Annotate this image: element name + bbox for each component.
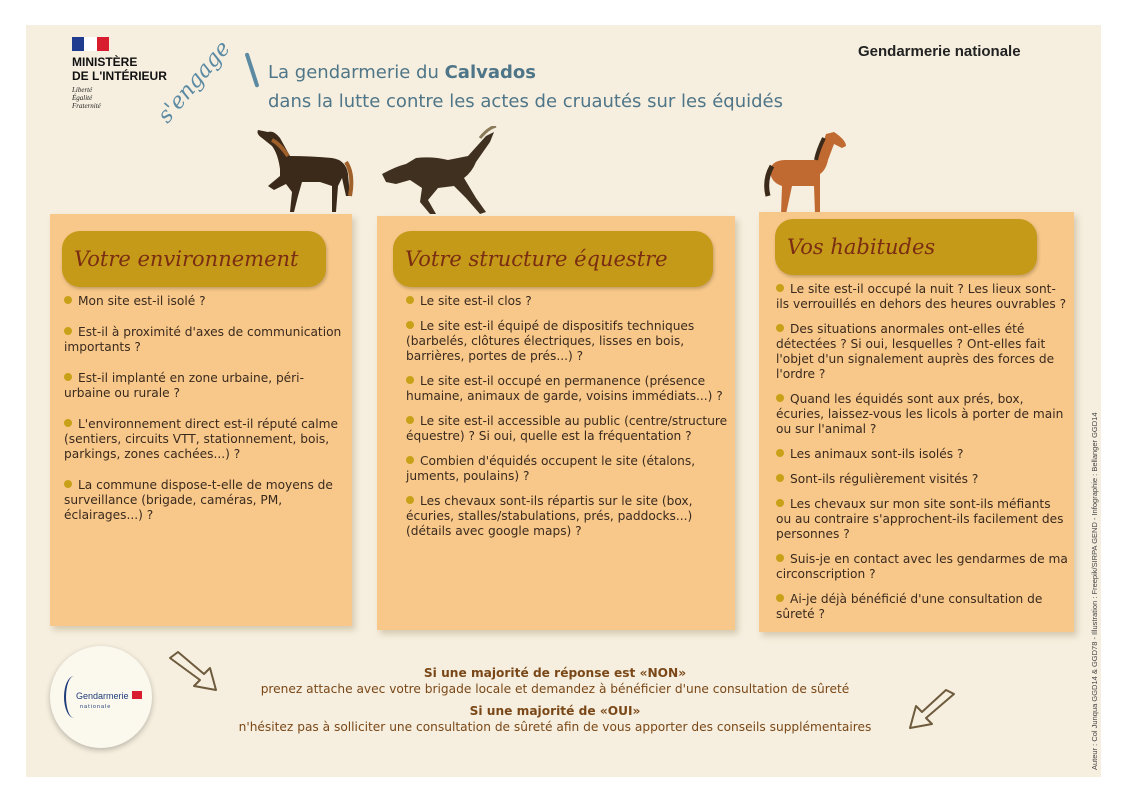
question-list-structure — [406, 294, 730, 549]
bullet-icon — [64, 296, 72, 304]
list-item — [776, 447, 1068, 462]
list-item — [64, 417, 346, 462]
bullet-icon — [406, 496, 414, 504]
bullet-icon — [776, 449, 784, 457]
badge-flag-icon — [132, 691, 142, 699]
ministry-logo — [72, 37, 167, 110]
list-item — [64, 294, 346, 309]
badge-name: Gendarmerie — [76, 691, 129, 701]
list-item — [64, 371, 346, 401]
question-list-habitudes — [776, 282, 1068, 632]
panel-title-banner — [775, 219, 1037, 275]
page-title — [268, 62, 536, 83]
list-item — [776, 282, 1068, 312]
page-subtitle: dans la lutte contre les actes de cruautés sur les équidés — [268, 91, 784, 112]
bullet-icon — [64, 419, 72, 427]
list-item — [406, 374, 730, 404]
panel-title: Votre environnement — [74, 247, 299, 271]
question-text: Suis-je en contact avec les gendarmes de ma circonscription ? — [776, 552, 1068, 581]
list-item — [776, 322, 1068, 382]
list-item — [64, 325, 346, 355]
bullet-icon — [776, 499, 784, 507]
question-text: Sont-ils régulièrement visités ? — [790, 472, 979, 486]
french-flag-icon — [72, 37, 109, 51]
question-text: Des situations anormales ont-elles été détectées ? Si oui, lesquelles ? Ont-elles fait l'objet d'un signalement auprès des forces de l'ordre ? — [776, 322, 1055, 381]
list-item — [406, 319, 730, 364]
bullet-icon — [776, 394, 784, 402]
bullet-icon — [776, 554, 784, 562]
panel-title: Votre structure équestre — [405, 247, 668, 271]
question-text: Ai-je déjà bénéficié d'une consultation de sûreté ? — [776, 592, 1043, 621]
question-text: Les chevaux sont-ils répartis sur le site (box, écuries, stalles/stabulations, prés, paddocks...) (détails avec google maps) ? — [406, 494, 693, 538]
question-text: Est-il implanté en zone urbaine, péri-urbaine ou rurale ? — [64, 371, 304, 400]
devise-egalite: Égalité — [72, 94, 93, 102]
credit-line: Auteur : Col Junqua GGD14 & GGD78 - Illustration : Freepik/SIRPA GEND - Infographie : Bellanger GGD14 — [1090, 412, 1099, 770]
bullet-icon — [776, 324, 784, 332]
list-item — [406, 294, 730, 309]
horse-rearing-icon — [250, 124, 355, 216]
bullet-icon — [406, 416, 414, 424]
devise-liberte: Liberté — [72, 86, 93, 94]
title-prefix: La gendarmerie du — [268, 62, 445, 83]
question-text: L'environnement direct est-il réputé calme (sentiers, circuits VTT, stationnement, bois, parkings, zones cachées...) ? — [64, 417, 339, 461]
list-item — [406, 494, 730, 539]
question-text: Le site est-il occupé en permanence (présence humaine, animaux de garde, voisins immédiats...) ? — [406, 374, 723, 403]
question-text: Les chevaux sur mon site sont-ils méfiants ou au contraire s'approchent-ils facilement des personnes ? — [776, 497, 1064, 541]
panel-title: Vos habitudes — [787, 235, 936, 259]
bullet-icon — [776, 594, 784, 602]
bullet-icon — [64, 327, 72, 335]
question-text: La commune dispose-t-elle de moyens de surveillance (brigade, caméras, PM, éclairages...) ? — [64, 478, 333, 522]
question-text: Le site est-il occupé la nuit ? Les lieux sont-ils verrouillés en dehors des heures ouvrables ? — [776, 282, 1067, 311]
bullet-icon — [64, 373, 72, 381]
bullet-icon — [406, 321, 414, 329]
question-text: Mon site est-il isolé ? — [78, 294, 206, 308]
question-text: Quand les équidés sont aux prés, box, écuries, laissez-vous les licols à porter de main ou sur l'animal ? — [776, 392, 1064, 436]
question-text: Les animaux sont-ils isolés ? — [790, 447, 964, 461]
bullet-icon — [64, 480, 72, 488]
bullet-icon — [406, 456, 414, 464]
question-list-environnement — [64, 294, 346, 539]
non-text: prenez attache avec votre brigade locale et demandez à bénéficier d'une consultation de sûreté — [260, 682, 850, 696]
list-item — [406, 454, 730, 484]
horse-standing-icon — [762, 130, 850, 216]
question-text: Est-il à proximité d'axes de communication importants ? — [64, 325, 342, 354]
list-item — [776, 392, 1068, 437]
oui-title: Si une majorité de «OUI» — [469, 704, 641, 718]
non-title: Si une majorité de réponse est «NON» — [423, 666, 687, 680]
bullet-icon — [776, 284, 784, 292]
gendarmerie-badge — [50, 646, 152, 748]
oui-text: n'hésitez pas à solliciter une consultation de sûreté afin de vous apporter des conseils supplémentaires — [238, 720, 872, 734]
question-text: Le site est-il clos ? — [420, 294, 532, 308]
panel-title-banner — [393, 231, 713, 287]
ministry-line2: DE L'INTÉRIEUR — [72, 69, 167, 83]
panel-title-banner — [62, 231, 326, 287]
list-item — [776, 497, 1068, 542]
bullet-icon — [776, 474, 784, 482]
question-text: Le site est-il accessible au public (centre/structure équestre) ? Si oui, quelle est la fréquentation ? — [406, 414, 728, 443]
devise — [72, 86, 167, 110]
question-text: Le site est-il équipé de dispositifs techniques (barbelés, clôtures électriques, lisses en bois, barrières, portes de prés...) ? — [406, 319, 695, 363]
list-item — [776, 552, 1068, 582]
title-bold: Calvados — [444, 62, 536, 83]
question-text: Combien d'équidés occupent le site (étalons, juments, poulains) ? — [406, 454, 696, 483]
organization-name: Gendarmerie nationale — [858, 43, 1021, 60]
ministry-line1: MINISTÈRE — [72, 55, 138, 69]
bullet-icon — [406, 376, 414, 384]
engage-script: s'engage — [153, 36, 236, 129]
horse-kicking-icon — [376, 126, 504, 216]
list-item — [406, 414, 730, 444]
bullet-icon — [406, 296, 414, 304]
list-item — [776, 472, 1068, 487]
badge-sub: nationale — [80, 704, 112, 710]
list-item — [64, 478, 346, 523]
devise-fraternite: Fraternité — [72, 102, 101, 110]
list-item — [776, 592, 1068, 622]
